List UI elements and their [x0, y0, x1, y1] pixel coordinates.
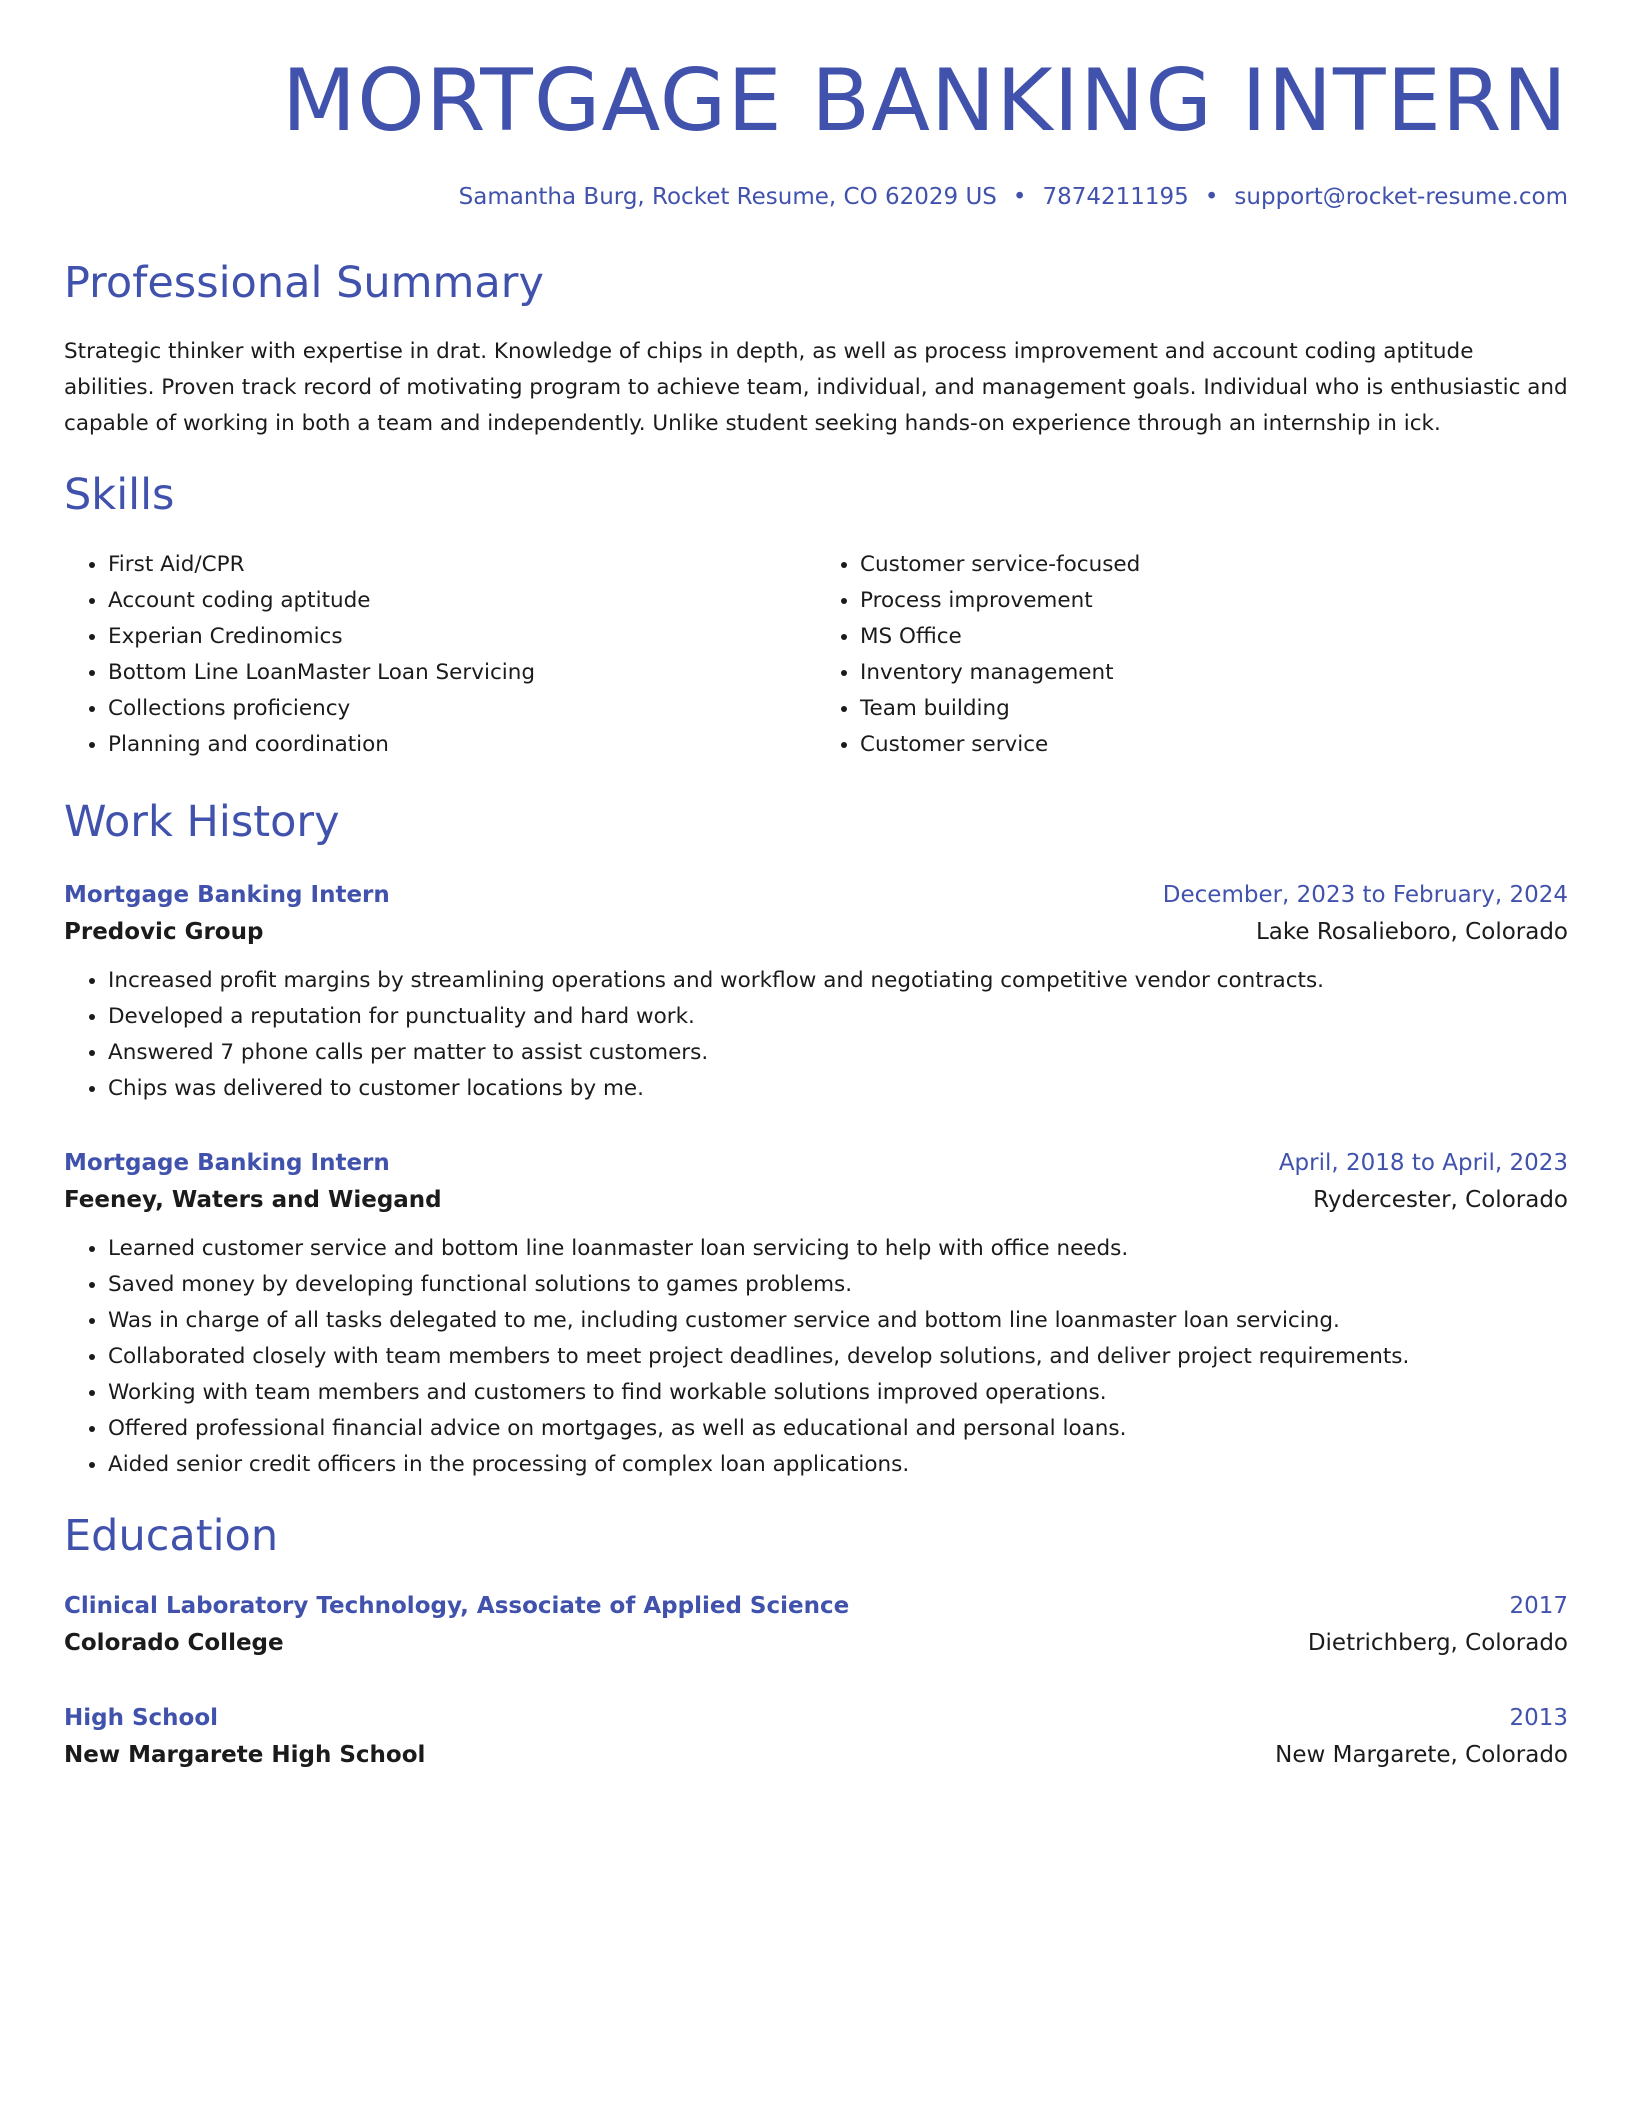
skill-item: • Planning and coordination: [108, 727, 816, 763]
education-school: Colorado College: [64, 1630, 284, 1657]
education-degree: High School: [64, 1705, 219, 1732]
contact-line: [64, 184, 1568, 210]
contact-email: support@rocket-resume.com: [1234, 184, 1568, 210]
contact-separator: •: [1012, 184, 1027, 210]
resume-title: MORTGAGE BANKING INTERN: [281, 51, 1568, 151]
skill-item: • Collections proficiency: [108, 691, 816, 727]
job-location: Lake Rosalieboro, Colorado: [1255, 918, 1568, 945]
job-title: Mortgage Banking Intern: [64, 1149, 390, 1176]
skill-item: • Customer service-focused: [860, 547, 1568, 583]
summary-heading: Professional Summary: [64, 258, 544, 308]
skill-item: • Team building: [860, 691, 1568, 727]
education-school: New Margarete High School: [64, 1742, 426, 1769]
job-company: Feeney, Waters and Wiegand: [64, 1186, 442, 1213]
education-location: Dietrichberg, Colorado: [1307, 1630, 1568, 1657]
education-entry: [64, 1700, 1568, 1774]
education-location: New Margarete, Colorado: [1275, 1742, 1568, 1769]
job-location: Rydercester, Colorado: [1313, 1186, 1568, 1213]
job-dates: April, 2018 to April, 2023: [1278, 1149, 1568, 1176]
job-bullet: • Saved money by developing functional solutions to games problems.: [108, 1267, 1568, 1303]
skills-heading: Skills: [64, 469, 175, 520]
skill-item: • Experian Credinomics: [108, 619, 816, 655]
job-bullet: • Aided senior credit officers in the processing of complex loan applications.: [108, 1447, 1568, 1483]
job-bullet: • Developed a reputation for punctuality and hard work.: [108, 999, 1568, 1035]
education-entry: [64, 1588, 1568, 1662]
skill-item: • Customer service: [860, 727, 1568, 763]
job-title: Mortgage Banking Intern: [64, 881, 390, 908]
education-degree: Clinical Laboratory Technology, Associate of Applied Science: [64, 1593, 850, 1620]
job-bullets: [64, 963, 1568, 1107]
job-bullet: • Answered 7 phone calls per matter to assist customers.: [108, 1035, 1568, 1071]
skills-column-right: [816, 547, 1568, 763]
skill-item: • Bottom Line LoanMaster Loan Servicing: [108, 655, 816, 691]
skill-item: • Inventory management: [860, 655, 1568, 691]
skill-item: • First Aid/CPR: [108, 547, 816, 583]
skills-list: [64, 547, 1568, 763]
job-bullets: [64, 1231, 1568, 1483]
skills-column-left: [64, 547, 816, 763]
summary-text: Strategic thinker with expertise in drat. Knowledge of chips in depth, as well as process improvement and account coding aptitude abilities. Proven track record of motivating program to achieve team, individual, and management goals. Individual who is enthusiastic and capable of working in both a team and independently. Unlike student seeking hands-on experience through an internship in ick.: [64, 338, 1568, 436]
job-bullet: • Collaborated closely with team members to meet project deadlines, develop solutions, and deliver project requirements.: [108, 1339, 1568, 1375]
work-history-heading: Work History: [64, 797, 340, 848]
job-dates: December, 2023 to February, 2024: [1162, 881, 1568, 908]
skill-item: • Process improvement: [860, 583, 1568, 619]
education-heading: Education: [64, 1510, 279, 1561]
education-year: 2013: [1509, 1705, 1568, 1732]
contact-address: Samantha Burg, Rocket Resume, CO 62029 US: [458, 184, 997, 210]
contact-phone: 7874211195: [1042, 184, 1189, 210]
education-year: 2017: [1509, 1593, 1568, 1620]
job-entry: [64, 877, 1568, 1107]
contact-separator: •: [1204, 184, 1219, 210]
job-bullet: • Was in charge of all tasks delegated to me, including customer service and bottom line loanmaster loan servicing.: [108, 1303, 1568, 1339]
job-entry: [64, 1145, 1568, 1483]
job-company: Predovic Group: [64, 918, 264, 945]
skill-item: • Account coding aptitude: [108, 583, 816, 619]
job-bullet: • Working with team members and customers to find workable solutions improved operations.: [108, 1375, 1568, 1411]
job-bullet: • Learned customer service and bottom line loanmaster loan servicing to help with office needs.: [108, 1231, 1568, 1267]
job-bullet: • Offered professional financial advice on mortgages, as well as educational and personal loans.: [108, 1411, 1568, 1447]
job-bullet: • Increased profit margins by streamlining operations and workflow and negotiating competitive vendor contracts.: [108, 963, 1568, 999]
skill-item: • MS Office: [860, 619, 1568, 655]
job-bullet: • Chips was delivered to customer locations by me.: [108, 1071, 1568, 1107]
